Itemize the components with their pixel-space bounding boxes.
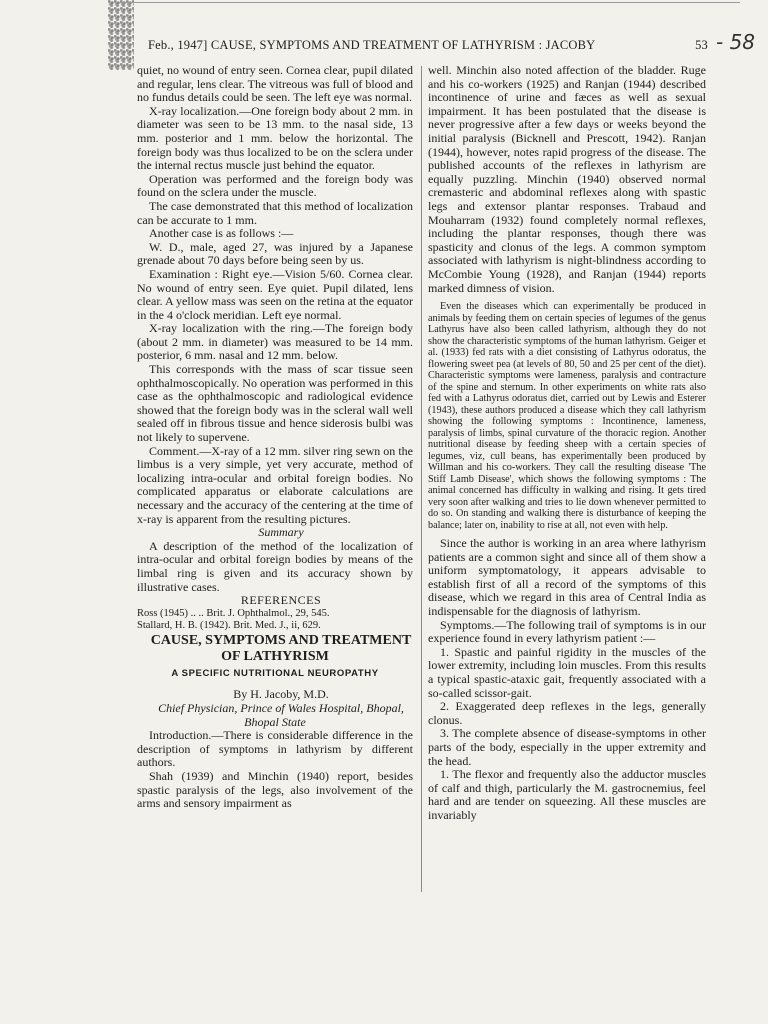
paragraph: X-ray localization.—One foreign body about 2 mm. in diameter was seen to be 13 mm. to the nasal side, 13 mm. posterior and 1 mm. below the horizontal. The foreign body was thus localized to be on the sclera under the internal rectus muscle just behind the equator. [137, 103, 413, 173]
page-header [148, 38, 708, 54]
article-subtitle: A SPECIFIC NUTRITIONAL NEUROPATHY [171, 667, 379, 679]
reference-item: Stallard, H. B. (1942). Brit. Med. J., ii, 629. [137, 620, 321, 632]
paragraph: Symptoms.—The following trail of symptoms is in our experience found in every lathyrism patient :— [428, 617, 706, 646]
summary-text: A description of the method of the localization of intra-ocular and orbital foreign bodies by means of the limbal ring is given and its accuracy shown by illustrative cases. [137, 538, 413, 594]
introduction-paragraph: Shah (1939) and Minchin (1940) report, besides spastic paralysis of the legs, also involvement of the arms and sensory impairment as [137, 768, 413, 811]
handwritten-page-mark: - 58 [716, 30, 756, 54]
symptom-item: 1. The flexor and frequently also the adductor muscles of calf and thigh, particularly the M. gastrocnemius, feel hard and are tender on squeezing. All these muscles are invariably [428, 767, 706, 822]
top-rule [118, 2, 740, 3]
paragraph: The case demonstrated that this method of localization can be accurate to 1 mm. [137, 198, 413, 227]
running-head: Feb., 1947] CAUSE, SYMPTOMS AND TREATMENT OF LATHYRISM : JACOBY [148, 38, 596, 52]
column-divider [421, 66, 422, 892]
article-title: CAUSE, SYMPTOMS AND TREATMENT OF LATHYRISM [150, 632, 412, 664]
paragraph: Since the author is working in an area where lathyrism patients are a common sight and since all of them show a uniform symptomatology, it appears advisable to establish first of all a record of the symptoms of this disease, which we regard in this area of Central India as indispensable for the diagnosis of lathyrism. [428, 536, 706, 619]
paragraph: Another case is as follows :— [149, 226, 294, 241]
author-byline: By H. Jacoby, M.D. [233, 687, 329, 702]
paragraph: well. Minchin also noted affection of the bladder. Ruge and his co-workers (1925) and Ranjan (1944) described incontinence of urine and fæces as well as sexual impairment. It has been postulated that the disease is never progressive after a few days or weeks beyond the initial paralysis (Bicknell and Prescott, 1942). Ranjan (1944), however, notes rapid progress of the disease. The published accounts of the reflexes in lathyrism are equally puzzling. Minchin (1940) observed normal cremasteric and abdominal reflexes along with spastic legs and extensor plantar responses. Trabaud and Mouharram (1932) found completely normal reflexes, including the plantar responses, though there was spasticity and clonus of the legs. A common symptom associated with lathyrism is night-blindness according to McCombie Young (1928), and Ranjan (1944) reports marked dimness of vision. [428, 63, 706, 295]
references-heading: REFERENCES [240, 593, 322, 608]
paragraph: W. D., male, aged 27, was injured by a Japanese grenade about 70 days before being seen by us. [137, 239, 413, 268]
paragraph: quiet, no wound of entry seen. Cornea clear, pupil dilated and regular, lens clear. The vitreous was full of blood and no fundus details could be seen. The left eye was normal. [137, 63, 413, 105]
reference-item: Ross (1945) .. .. Brit. J. Ophthalmol., 29, 545. [137, 607, 330, 619]
author-affiliation: Chief Physician, Prince of Wales Hospital, Bhopal, Bhopal State [158, 700, 404, 729]
small-print-note: Even the diseases which can experimentally be produced in animals by feeding them on certain species of legumes of the genus Lathyrus have also been called lathyrism, although they do not show the characteristic symptoms of the human lathyrism. Geiger et al. (1933) fed rats with a diet consisting of Lathyrus odoratus, the flowering sweet pea (at levels of 80, 50 and 25 per cent of the diet). Characteristic symptoms were lameness, paralysis and contracture of the spine and sternum. In other experiments on white rats also fed with a Lathyrus odoratus diet, carried out by Lewis and Esterer (1943), these authors produced a disease which they call lathyrism showing the following symptoms : Incontinence, lameness, paralysis of limbs, spinal curvature of the thoracic region. Another nutritional disease by feeding sheep with a certain species of legumes, viz, cull beans, has experimentally been produced by Willman and his co-workers. They call the resulting disease 'The Stiff Lamb Disease', which shows the following symptoms : The animal concerned has difficulty in walking and rising. It gets tired very soon after walking and tries to lie down whenever permitted to do so. On standing and walking there is disturbance of keeping the balance; later on, inability to rise at all, not even with help. [428, 301, 706, 531]
page-number: 53 [695, 38, 708, 52]
summary-heading: Summary [258, 525, 304, 540]
left-column [137, 64, 413, 811]
paragraph: Comment.—X-ray of a 12 mm. silver ring sewn on the limbus is a very simple, yet very accurate, method of localizing intra-ocular and orbital foreign bodies. No complicated apparatus or elaborate calculations are necessary and the accuracy of the centering at the time of x-ray is apparent from the resulting pictures. [137, 443, 413, 526]
paragraph: X-ray localization with the ring.—The foreign body (about 2 mm. in diameter) was measured to be 14 mm. posterior, 6 mm. nasal and 12 mm. below. [137, 321, 413, 363]
paragraph: Examination : Right eye.—Vision 5/60. Cornea clear. No wound of entry seen. Eye quiet. Pupil dilated, lens clear. A yellow mass was seen on the retina at the equator in the 4 o'clock meridian. Left eye normal. [137, 266, 413, 322]
paragraph: This corresponds with the mass of scar tissue seen ophthalmoscopically. No operation was performed in this case as the ophthalmoscopic and radiological evidence showed that the foreign body was in the scleral wall well sealed off in fibrous tissue and hence siderosis bulbi was not likely to supervene. [137, 362, 413, 445]
scan-edge-speckle [108, 0, 134, 70]
paragraph: Operation was performed and the foreign body was found on the sclera under the muscle. [137, 171, 413, 200]
symptom-item: 1. Spastic and painful rigidity in the muscles of the lower extremity, including loin muscles. From this results a typical spastic-ataxic gait, frequently associated with a so-called scissor-gait. [428, 644, 706, 700]
symptom-item: 2. Exaggerated deep reflexes in the legs, generally clonus. [428, 699, 706, 727]
symptom-item: 3. The complete absence of disease-symptoms in other parts of the body, especially in the upper extremity and the head. [428, 726, 706, 768]
introduction-paragraph: Introduction.—There is considerable difference in the description of symptoms in lathyrism by different authors. [137, 728, 413, 770]
right-column [428, 64, 706, 823]
